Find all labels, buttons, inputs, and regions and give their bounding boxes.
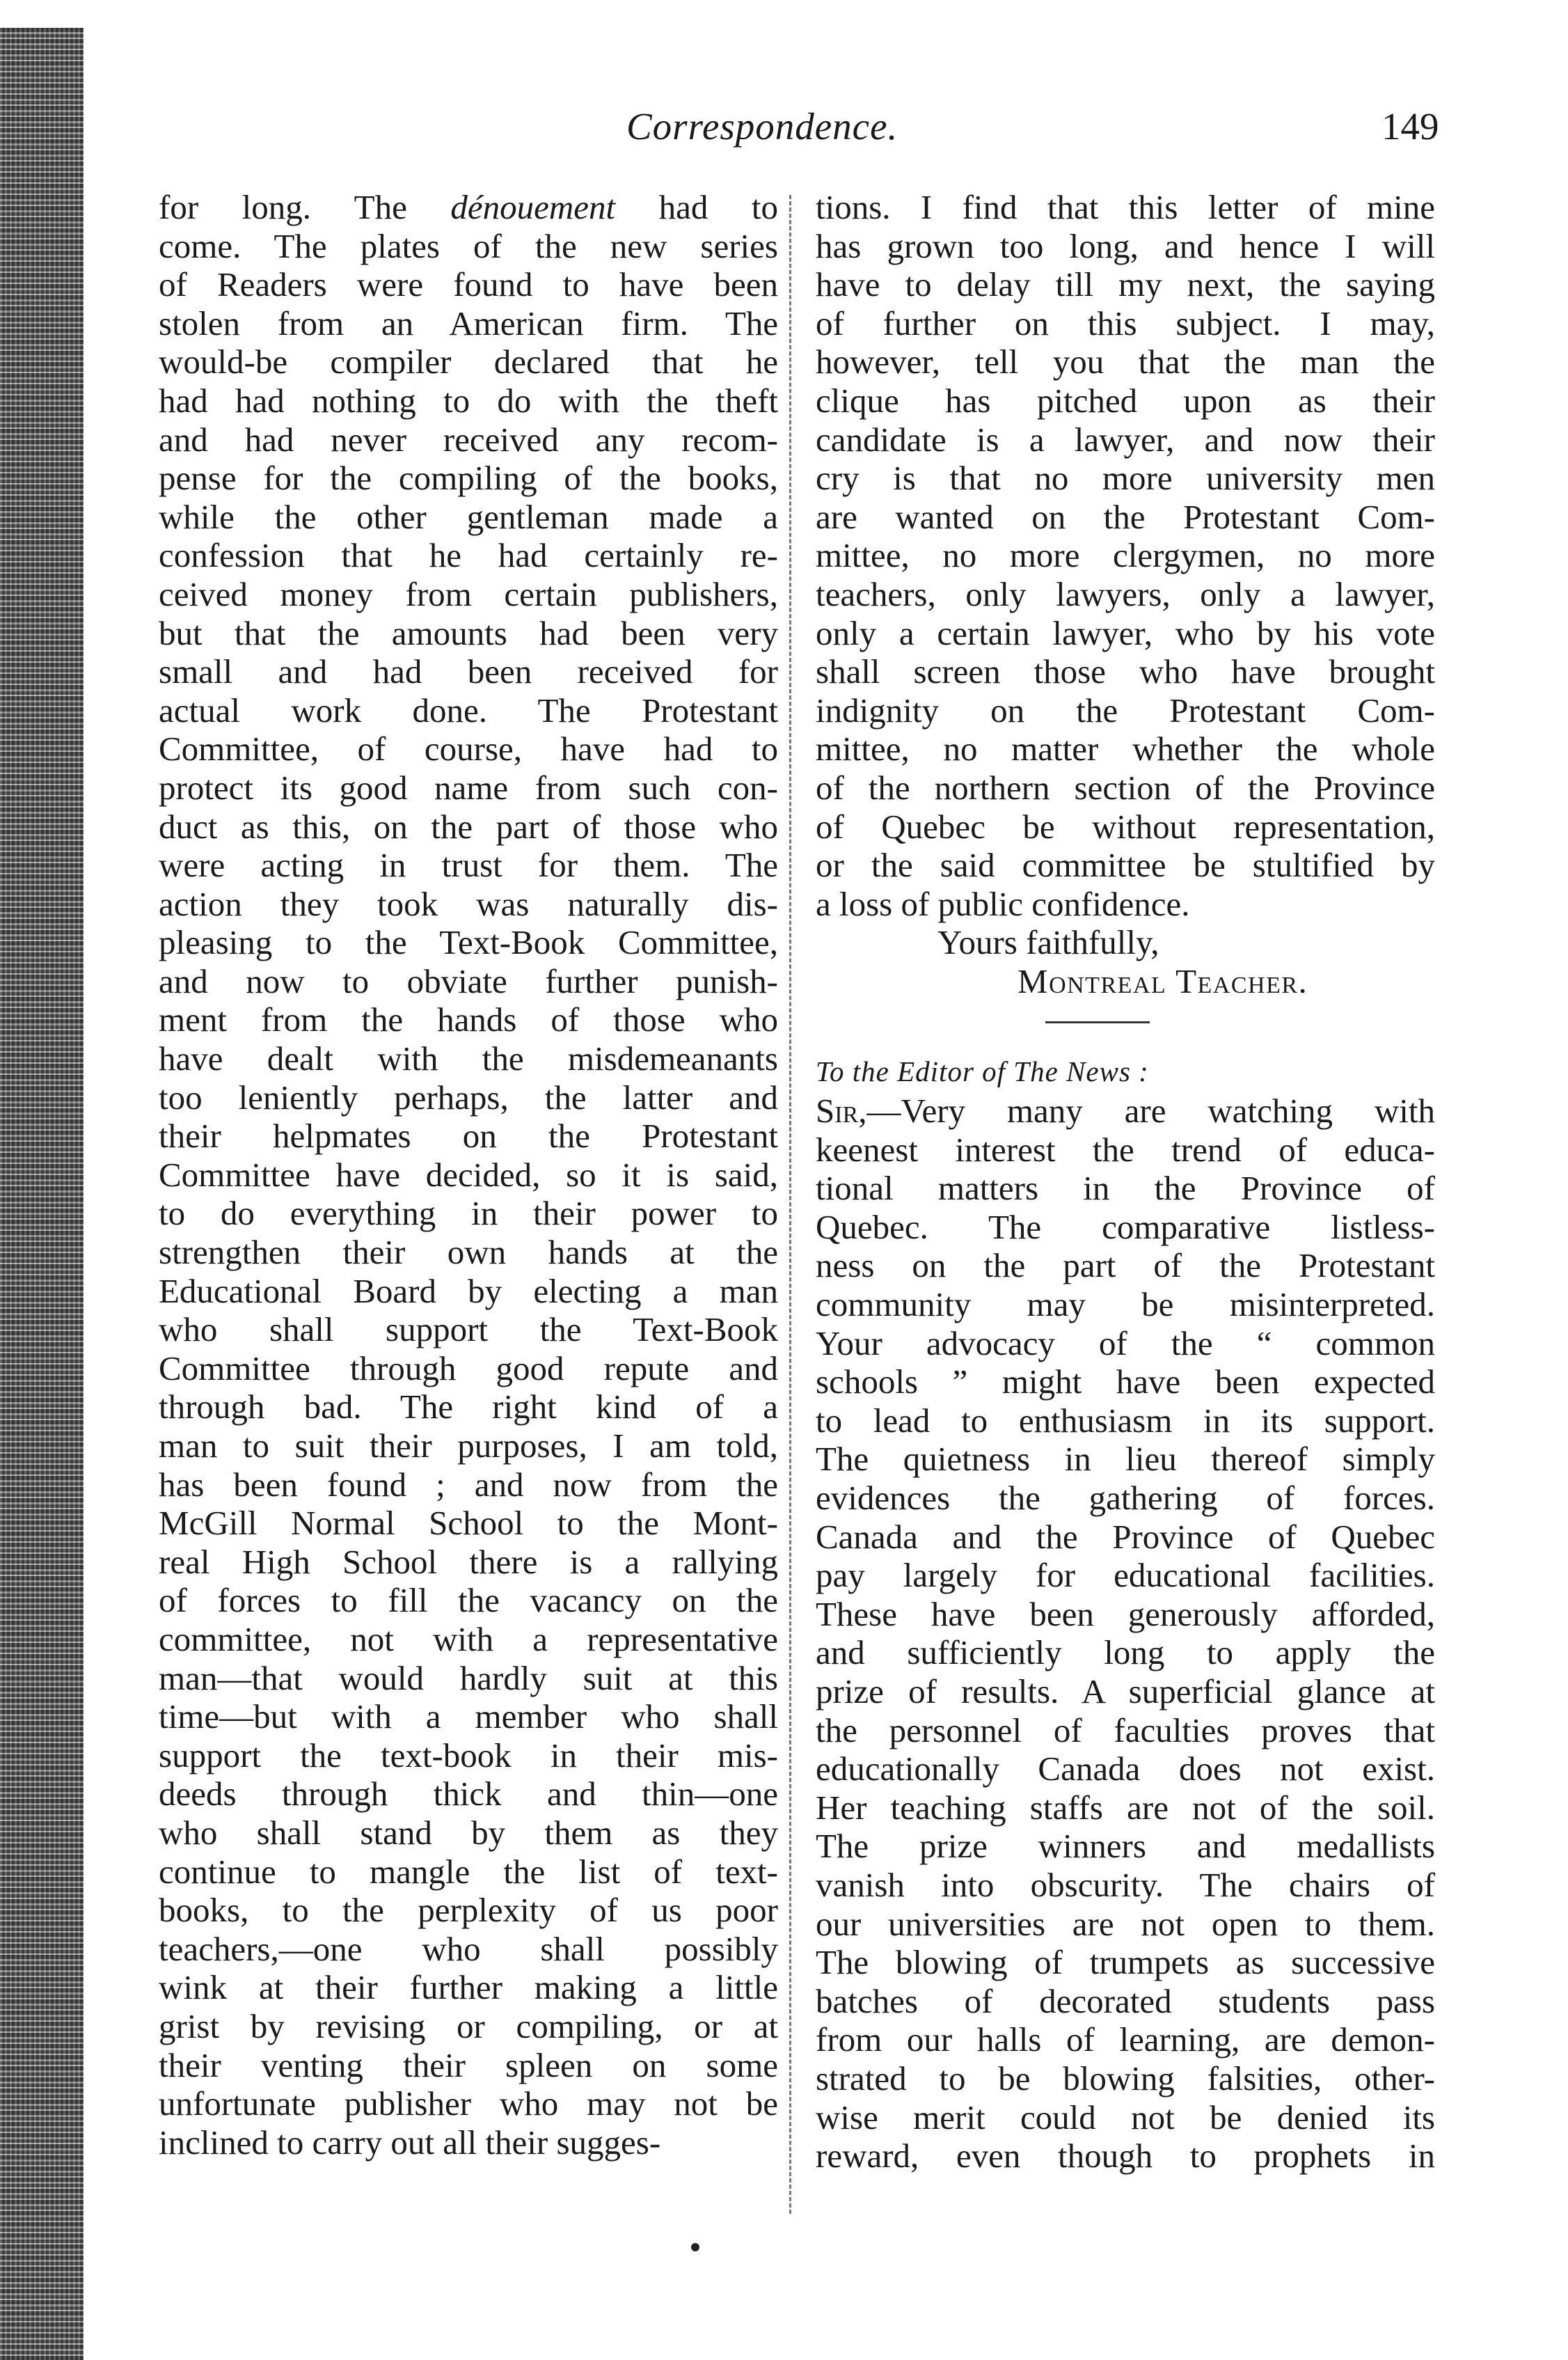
text-line: or the said committee be stultified by <box>816 846 1435 885</box>
text-line: were acting in trust for them. The <box>159 846 778 885</box>
left-column <box>159 188 778 2162</box>
text-line: our universities are not open to them. <box>816 1904 1435 1943</box>
text-line: The quietness in lieu thereof simply <box>816 1440 1435 1479</box>
text-line: stolen from an American firm. The <box>159 304 778 343</box>
text-line: cry is that no more university men <box>816 459 1435 498</box>
text-line: had had nothing to do with the theft <box>159 381 778 420</box>
text-line: small and had been received for <box>159 652 778 691</box>
text-line: deeds through thick and thin—one <box>159 1775 778 1814</box>
text-line: have dealt with the misdemeanants <box>159 1039 778 1078</box>
text-line: are wanted on the Protestant Com- <box>816 497 1435 536</box>
text-line: has been found ; and now from the <box>159 1465 778 1504</box>
text-line: Her teaching staffs are not of the soil. <box>816 1788 1435 1827</box>
text-line: from our halls of learning, are demon- <box>816 2020 1435 2059</box>
text-line: educationally Canada does not exist. <box>816 1749 1435 1788</box>
text-line: strengthen their own hands at the <box>159 1233 778 1272</box>
text-line: Committee through good repute and <box>159 1348 778 1387</box>
text-line: clique has pitched upon as their <box>816 381 1435 420</box>
text-line: pay largely for educational facilities. <box>816 1556 1435 1595</box>
text-line: vanish into obscurity. The chairs of <box>816 1865 1435 1904</box>
signature-rule <box>1045 1021 1150 1023</box>
text-line: ment from the hands of those who <box>159 1000 778 1039</box>
text-line: confession that he had certainly re- <box>159 536 778 575</box>
text-line: duct as this, on the part of those who <box>159 807 778 846</box>
text-line: community may be misinterpreted. <box>816 1285 1435 1324</box>
text-line: through bad. The right kind of a <box>159 1387 778 1426</box>
text-line: Committee, of course, have had to <box>159 730 778 769</box>
text-line: to do everything in their power to <box>159 1194 778 1233</box>
text-line: their helpmates on the Protestant <box>159 1117 778 1156</box>
text-line: prize of results. A superficial glance at <box>816 1671 1435 1710</box>
text-line: who shall support the Text-Book <box>159 1310 778 1349</box>
text-line: ceived money from certain publishers, <box>159 574 778 613</box>
text-line: unfortunate publisher who may not be <box>159 2084 778 2123</box>
text-line: the personnel of faculties proves that <box>816 1710 1435 1749</box>
text-line: Quebec. The comparative listless- <box>816 1207 1435 1246</box>
text-line: books, to the perplexity of us poor <box>159 1891 778 1930</box>
running-head: Correspondence. <box>626 105 898 148</box>
page-mark <box>691 2243 699 2251</box>
text-line: and had never received any recom- <box>159 420 778 459</box>
salutation: Sir, <box>816 1092 867 1131</box>
text-line: actual work done. The Protestant <box>159 691 778 730</box>
text-line: These have been generously afforded, <box>816 1594 1435 1633</box>
text-line: The prize winners and medallists <box>816 1827 1435 1866</box>
text-line: to lead to enthusiasm in its support. <box>816 1401 1435 1440</box>
text-line: who shall stand by them as they <box>159 1813 778 1852</box>
text-line: mittee, no more clergymen, no more <box>816 536 1435 575</box>
binding-texture <box>0 28 84 2360</box>
text-line: for long. The dénouement had to <box>159 188 778 226</box>
text-line: wise merit could not be denied its <box>816 2098 1435 2137</box>
italic-word: dénouement <box>450 188 616 226</box>
salutation-line-rest: —Very many are watching with <box>866 1092 1435 1131</box>
text-line: protect its good name from such con- <box>159 768 778 807</box>
text-line: have to delay till my next, the saying <box>816 265 1435 304</box>
text-line: candidate is a lawyer, and now their <box>816 420 1435 459</box>
second-letter-body <box>816 1131 1435 2176</box>
text-line: Educational Board by electing a man <box>159 1271 778 1310</box>
text-line: their venting their spleen on some <box>159 2045 778 2084</box>
text-line: of forces to fill the vacancy on the <box>159 1581 778 1620</box>
letter-signature: Montreal Teacher. <box>1017 961 1308 1000</box>
text-line: while the other gentleman made a <box>159 497 778 536</box>
right-column <box>816 188 1435 2176</box>
text-line: time—but with a member who shall <box>159 1697 778 1736</box>
letter-signoff: Yours faithfully, <box>937 923 1159 962</box>
text-line: Committee have decided, so it is said, <box>159 1155 778 1194</box>
text-line: action they took was naturally dis- <box>159 884 778 923</box>
editor-address: To the Editor of The News : <box>816 1055 1149 1088</box>
page-number: 149 <box>1381 105 1439 148</box>
letter-continuation <box>816 188 1435 923</box>
text-line: shall screen those who have brought <box>816 652 1435 691</box>
text-line: only a certain lawyer, who by his vote <box>816 613 1435 652</box>
text-line: tional matters in the Province of <box>816 1169 1435 1208</box>
text-line: keenest interest the trend of educa- <box>816 1130 1435 1169</box>
text-line: however, tell you that the man the <box>816 343 1435 381</box>
text-line: tions. I find that this letter of mine <box>816 188 1435 226</box>
text-line: would-be compiler declared that he <box>159 343 778 381</box>
text-line: The blowing of trumpets as successive <box>816 1943 1435 1982</box>
text-line: reward, even though to prophets in <box>816 2137 1435 2176</box>
text-line: support the text-book in their mis- <box>159 1736 778 1775</box>
text-line: but that the amounts had been very <box>159 613 778 652</box>
text-line: and now to obviate further punish- <box>159 961 778 1000</box>
text-line: mittee, no matter whether the whole <box>816 730 1435 769</box>
text-line: a loss of public confidence. <box>816 884 1190 923</box>
book-binding-edge <box>0 0 104 2360</box>
text-line: strated to be blowing falsities, other- <box>816 2059 1435 2098</box>
text-line: of Readers were found to have been <box>159 265 778 304</box>
text-line: pense for the compiling of the books, <box>159 459 778 498</box>
text-line: continue to mangle the list of text- <box>159 1852 778 1891</box>
text-line: of Quebec be without representation, <box>816 807 1435 846</box>
column-divider <box>789 195 791 2214</box>
salutation-line <box>816 1092 1435 1131</box>
text-line: inclined to carry out all their sugges- <box>159 2123 661 2162</box>
text-line: ness on the part of the Protestant <box>816 1246 1435 1285</box>
text-line: wink at their further making a little <box>159 1968 778 2007</box>
text-line: real High School there is a rallying <box>159 1542 778 1581</box>
text-line: batches of decorated students pass <box>816 1981 1435 2020</box>
text-line: teachers, only lawyers, only a lawyer, <box>816 574 1435 613</box>
text-line: pleasing to the Text-Book Committee, <box>159 923 778 962</box>
text-line: evidences the gathering of forces. <box>816 1479 1435 1517</box>
text-line: grist by revising or compiling, or at <box>159 2006 778 2045</box>
text-line: of further on this subject. I may, <box>816 304 1435 343</box>
text-line: of the northern section of the Province <box>816 768 1435 807</box>
text-line: Canada and the Province of Quebec <box>816 1517 1435 1556</box>
text-line: McGill Normal School to the Mont- <box>159 1504 778 1543</box>
text-line: and sufficiently long to apply the <box>816 1633 1435 1672</box>
text-line: man to suit their purposes, I am told, <box>159 1426 778 1465</box>
text-line: schools ” might have been expected <box>816 1362 1435 1401</box>
text-line: come. The plates of the new series <box>159 226 778 265</box>
text-line: committee, not with a representative <box>159 1619 778 1658</box>
text-line: man—that would hardly suit at this <box>159 1658 778 1697</box>
text-line: indignity on the Protestant Com- <box>816 691 1435 730</box>
text-line: Your advocacy of the “ common <box>816 1323 1435 1362</box>
text-line: too leniently perhaps, the latter and <box>159 1078 778 1117</box>
text-line: has grown too long, and hence I will <box>816 226 1435 265</box>
text-line: teachers,—one who shall possibly <box>159 1929 778 1968</box>
